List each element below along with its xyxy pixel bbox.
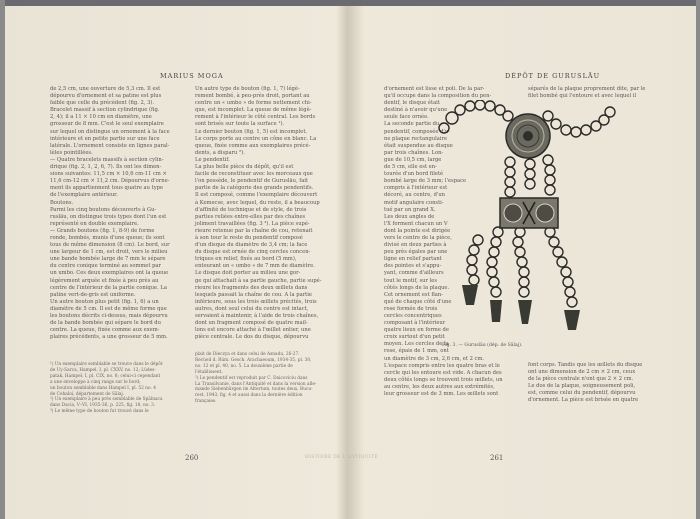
text-line: séparés de la plaque proprement dite, par le bbox=[528, 86, 646, 92]
text-line: Un autre type de bouton (fig. 1, 7) légè- bbox=[195, 86, 300, 92]
bell-pendant-icon bbox=[462, 285, 580, 330]
text-line: La plus belle pièce du dépôt, qu'il est bbox=[195, 164, 294, 171]
text-line: Boutons. bbox=[50, 199, 74, 206]
left-column-2-footnotes bbox=[195, 352, 327, 405]
text-line: La Transilvanie, dans l'Antiquité et dans la version alle- bbox=[195, 381, 317, 387]
text-line: Il est composé, comme l'exemplaire découvert bbox=[195, 192, 318, 199]
text-line: Bracelet massif à section cylindrique (fig. bbox=[50, 107, 160, 114]
text-line: grosseur de 8 mm. C'est le seul exemplaire bbox=[50, 121, 164, 128]
text-line: leur grosseur est de 3 mm. Les œillets sont bbox=[384, 391, 499, 398]
text-line: dents, a disparu ²). bbox=[195, 149, 245, 156]
text-line: vers le centre de la pièce, bbox=[384, 234, 452, 241]
text-line: dans Dacia, V–VI, 1935-36, p. 225, fig. 18, no. 3. bbox=[50, 403, 156, 409]
text-line: d'ornement. La pièce est brisée en quatre bbox=[528, 397, 639, 404]
text-line: quatre lieux en forme de bbox=[384, 327, 449, 334]
text-line: rieure les fragments des deux œillets dans bbox=[195, 284, 308, 291]
text-line: lesquels passait la chaîne de cou. A la partie bbox=[195, 291, 312, 298]
text-line: de Uy-Sarca, Hampel, I, pl. CXXV, no. 12; Lüdes- bbox=[50, 367, 156, 373]
text-line: lèles pointillées. bbox=[50, 149, 93, 156]
text-line: no. 12 et pl. 40, no. 5. La deuxième partie de bbox=[195, 363, 293, 369]
left-column-1 bbox=[50, 86, 180, 341]
text-line: que, est incomplet. La queue de même légè- bbox=[195, 107, 312, 114]
text-line: joliment travaillées (fig. 3 ³). La pièce supé- bbox=[195, 220, 310, 227]
text-line: était suspendue au disque bbox=[384, 142, 453, 149]
text-line: deux côtés longs se trouvent trois œillets, un bbox=[384, 376, 503, 383]
text-line: rose formée de trois bbox=[384, 305, 438, 312]
text-line: Le disque doit porter au milieu une gor- bbox=[195, 270, 301, 277]
text-line: qué de chaque côté d'une bbox=[384, 298, 452, 305]
text-line: tous de même dimension (8 cm). Le bord, sur bbox=[50, 242, 170, 249]
text-line: ont une dimension de 2 cm × 2 cm, ceux bbox=[528, 369, 636, 376]
text-line: composant à l'intérieur bbox=[384, 320, 446, 327]
text-line: — Grands boutons (fig. 1, 8-9) de forme bbox=[50, 227, 155, 234]
bleed-through-text: HISTOIRE DE L'ANTIQUITÉ bbox=[305, 455, 379, 460]
text-line: compris à l'intérieur est bbox=[384, 185, 448, 192]
text-line: Le pendentif. bbox=[195, 156, 230, 163]
text-line: Le corps porte au centre un cône en blanc. La bbox=[195, 135, 317, 142]
text-line: centre de l'intérieur de la partie conique. La bbox=[50, 284, 167, 291]
text-line: représenté en double exemplaire. bbox=[50, 220, 139, 227]
text-line: moyen. Les cercles de la bbox=[384, 341, 449, 348]
text-line: destiné à n'avoir qu'une bbox=[384, 107, 448, 114]
text-line: centre un « umbo » de forme nettement chi- bbox=[195, 100, 312, 107]
text-line: rieure retenue par la chaîne de cou, retenait bbox=[195, 227, 313, 234]
text-line: centre. La queue, fixée comme aux exem- bbox=[50, 327, 160, 334]
text-line: ge qui attachait à sa partie gauche, partie supé- bbox=[195, 277, 322, 284]
text-line: filet bombé qui l'entoure et avec lequel il bbox=[528, 93, 637, 100]
text-line: bombé large de 3 mm; l'espace bbox=[384, 178, 467, 185]
text-line: qu'il occupe dans la composition du pen- bbox=[384, 93, 492, 100]
text-line: de 2,5 cm, une ouverture de 5,3 cm. Il est bbox=[50, 86, 161, 92]
text-line: 11,6 cm-12 cm × 11,2 cm. Dépourvus d'orne- bbox=[50, 178, 170, 185]
text-line: peu près égales par une bbox=[384, 249, 448, 256]
text-line: décoré, au centre, d'un bbox=[384, 192, 446, 199]
text-line: gue de 10,5 cm, large bbox=[384, 156, 442, 163]
left-page bbox=[5, 0, 345, 519]
text-line: patine vert-de-gris est uniforme. bbox=[50, 291, 136, 298]
text-line: dentif, le disque était bbox=[384, 100, 440, 107]
text-line: rement bombé, à peu-près droit, portant au bbox=[195, 93, 310, 100]
right-column-2-bottom bbox=[528, 362, 664, 405]
text-line: entourant un « umbo » de 7 mm de diamètre. bbox=[195, 263, 315, 270]
text-line: à son tour le reste du pendentif composé bbox=[195, 234, 303, 241]
text-line: latérale. L'ornement consiste en lignes paral- bbox=[50, 142, 170, 149]
text-line: de 5 cm, elle est en- bbox=[384, 164, 437, 171]
text-line: d'affinité de technique et de style, de trois bbox=[195, 206, 307, 213]
text-line: tourée d'un bord fileté bbox=[384, 171, 444, 178]
text-line: Parmi les cinq boutons découverts à Gu- bbox=[50, 206, 157, 213]
text-line: de l'exemplaire antérieur. bbox=[50, 192, 118, 199]
text-line: française. bbox=[195, 399, 217, 405]
page-number-left: 260 bbox=[185, 454, 199, 462]
text-line: queue, fixée comme aux exemplaires précé- bbox=[195, 142, 311, 149]
pendant-figure bbox=[438, 100, 618, 340]
text-line: Cet ornement est flan- bbox=[384, 291, 443, 298]
text-line: de Cehaloi, département de Sălaj. bbox=[50, 391, 125, 397]
text-line: rement à l'intérieur le côté central. Les bords bbox=[195, 114, 316, 121]
text-line: cercles concentriques bbox=[384, 313, 442, 319]
text-line: une largeur de 1 cm, est droit, vers le milieu bbox=[50, 249, 168, 256]
left-column-2 bbox=[195, 86, 327, 341]
text-line: ronde, bombés, munis d'une queue; ils sont bbox=[50, 234, 165, 241]
text-line: plaires précédents, a une grosseur de 5 mm. bbox=[50, 334, 168, 341]
text-line: facile de reconstituer avec les morceaux que bbox=[195, 171, 313, 178]
text-line: pendentif, composée d'u- bbox=[384, 128, 450, 135]
text-line: est, comme celui du pendentif, dépourvu bbox=[528, 390, 636, 397]
disk-icon bbox=[506, 114, 550, 158]
text-line: tué par un grand X. bbox=[384, 206, 436, 213]
text-line: d'un disque du diamètre de 3,4 cm; la face bbox=[195, 242, 308, 249]
text-line: un diamètre de 3 cm, 2,6 cm, et 2 cm. bbox=[384, 355, 485, 362]
text-line: rose, épais de 1 mm, ont bbox=[384, 348, 449, 355]
text-line: ment ils appartiennent tous quatre au type bbox=[50, 185, 164, 192]
text-line: rest, 1943, fig. 4 et aussi dans la dernière édition bbox=[195, 393, 303, 399]
running-head-right: DÉPÔT DE GURUSLĂU bbox=[505, 72, 601, 80]
text-line: plait de Dieczya et dans celui de Asnadu, 26-27. bbox=[195, 352, 300, 357]
text-line: autres, dont seul celui du centre est intact, bbox=[195, 305, 309, 312]
text-line: diamètre de 5 cm. Il est de même forme que bbox=[50, 305, 167, 312]
text-line: ²) Un exemplaire à peu près semblable de Spälnaca bbox=[50, 397, 163, 403]
text-line: Un autre bouton plus petit (fig. 1, 6) a un bbox=[50, 298, 159, 305]
text-line: yant, comme d'ailleurs bbox=[384, 270, 444, 277]
page-number-right: 261 bbox=[490, 454, 504, 462]
text-line: motif angulaire consti- bbox=[384, 199, 444, 206]
text-line: divisé en deux parties à bbox=[384, 242, 447, 249]
text-line: Les deux angles de bbox=[384, 213, 435, 220]
text-line: dont un fragment composé de quatre mail- bbox=[195, 320, 308, 327]
text-line: au centre, les deux autres aux extrémités, bbox=[384, 383, 495, 390]
text-line: parties reliées entre-elles par des chaînes bbox=[195, 213, 306, 220]
right-edge bbox=[696, 0, 700, 519]
text-line: L'espace compris entre les quatre bras et le bbox=[384, 362, 500, 369]
text-line: Recüeil d. Rüm. Gesch. Arachaeoum, 1934-35, pl. 30, bbox=[195, 357, 312, 363]
text-line: d'ornement est lisse et poli. De la par- bbox=[384, 86, 485, 92]
text-line: ³) Le même type de bouton fut trouvé dans le bbox=[50, 409, 149, 415]
text-line: côtés longs de la plaque. bbox=[384, 284, 450, 291]
text-line: ²) Le pendentif est reproduit par C. Daicoviciu dans bbox=[195, 375, 308, 381]
text-line: rusläu, on distingue trois types dont l'un est bbox=[50, 213, 167, 220]
text-line: des pointes et s'appu- bbox=[384, 263, 442, 270]
text-line: cercle qui les entoure est vide. A chacun des bbox=[384, 369, 502, 376]
text-line: triques en relief, fixés au bord (5 mm), bbox=[195, 256, 297, 263]
text-line: sur lequel on distingue un ornement à la face bbox=[50, 128, 170, 135]
text-line: par trois chaînes. Lon- bbox=[384, 149, 444, 156]
text-line: légèrement arquée et fixée à peu près au bbox=[50, 277, 159, 284]
text-line: seule face ornée. bbox=[384, 114, 429, 121]
text-line: Le dos de la plaque, soigneusement poli, bbox=[528, 383, 636, 390]
text-line: les boutons décrits ci-dessus, mais dépourvu bbox=[50, 313, 168, 319]
running-head-left: MARIUS MOGA bbox=[160, 72, 224, 80]
left-column-1-footnotes bbox=[50, 362, 180, 415]
text-line: dépourvu d'ornement et sa patine est plus bbox=[50, 93, 162, 100]
text-line: une bande bombée large de 7 mm le sépare bbox=[50, 256, 166, 263]
text-line: Le dernier bouton (fig. 1, 5) est incomplet. bbox=[195, 128, 308, 135]
text-line: de la pièce centrale n'ont que 2 × 2 cm. bbox=[528, 376, 634, 383]
text-line: l'X forment chacun un V bbox=[384, 220, 448, 227]
text-line: inférieure, sous les trois œillets précités, trois bbox=[195, 298, 317, 305]
text-line: intérieure et en petite partie sur une face bbox=[50, 135, 160, 142]
text-line: servaient à maintenir, à l'aide de trois chaînes, bbox=[195, 313, 319, 319]
text-line: sont brisés sur toute la surface ¹). bbox=[195, 121, 285, 128]
figure-caption: Fig. 3. — Gurusläu (dép. de Sălaj). bbox=[442, 343, 523, 348]
text-line: tout le motif, sur les bbox=[384, 277, 438, 284]
text-line: un bouton semblable dans Hampel I, pl. 52 no. 4 bbox=[50, 385, 156, 391]
text-line: ligne en relief partant bbox=[384, 256, 442, 263]
text-line: font corps. Tandis que les œillets du disque bbox=[528, 362, 643, 368]
text-line: partie de la catégorie des grands pendentifs. bbox=[195, 185, 314, 192]
text-line: du centre conique terminé au sommet par bbox=[50, 263, 161, 270]
text-line: drique (fig. 2, 1, 2, 6, 7). Ils ont les dimen- bbox=[50, 164, 162, 171]
text-line: a une enveloppe à cinq rangs sur le bord; bbox=[50, 379, 141, 385]
right-page bbox=[350, 0, 696, 519]
text-line: lons est encore attaché à l'œillet entier, une bbox=[195, 327, 311, 334]
text-line: du disque est ornée de cinq cercles concen- bbox=[195, 249, 311, 256]
text-line: ¹) Un exemplaire semblable se trouve dans le dépôt bbox=[50, 362, 163, 367]
text-line: l'établissent. bbox=[195, 369, 223, 375]
right-column-2-top bbox=[528, 86, 664, 100]
plaque-icon bbox=[500, 198, 558, 228]
text-line: sions suivantes: 11,5 cm × 10,6 cm-11 cm × bbox=[50, 171, 167, 178]
text-line: croix surtout d'un petit bbox=[384, 334, 445, 341]
text-line: un umbo. Ces deux exemplaires ont la queue bbox=[50, 270, 169, 277]
text-line: à Kemecse, avec lequel, du reste, il a beaucoup bbox=[195, 199, 320, 206]
text-line: 2, 4); il a 11 × 10 cm en diamètre, une bbox=[50, 114, 152, 121]
text-line: dont la pointe est dirigée bbox=[384, 227, 451, 234]
text-line: — Quatre bracelets massifs à section cylin- bbox=[50, 156, 164, 163]
text-line: ne plaque rectangulaire bbox=[384, 135, 448, 142]
text-line: de la bande bombée qui sépare le bord du bbox=[50, 320, 161, 327]
text-line: l'on possède, le pendentif de Gurusläu, fait bbox=[195, 178, 309, 185]
text-line: pièce centrale. Le dos du disque, dépourvu bbox=[195, 334, 309, 341]
text-line: patak, Hampel, I, pl. CIX, no. 8; celui-ci cependant bbox=[50, 373, 161, 379]
text-line: faible que celle du précédent (fig. 2, 3). bbox=[50, 100, 155, 107]
text-line: La seconde partie du bbox=[384, 121, 440, 128]
text-line: mande Siebenbürgen im Altertum, toutes deux, Bucu- bbox=[195, 387, 313, 393]
